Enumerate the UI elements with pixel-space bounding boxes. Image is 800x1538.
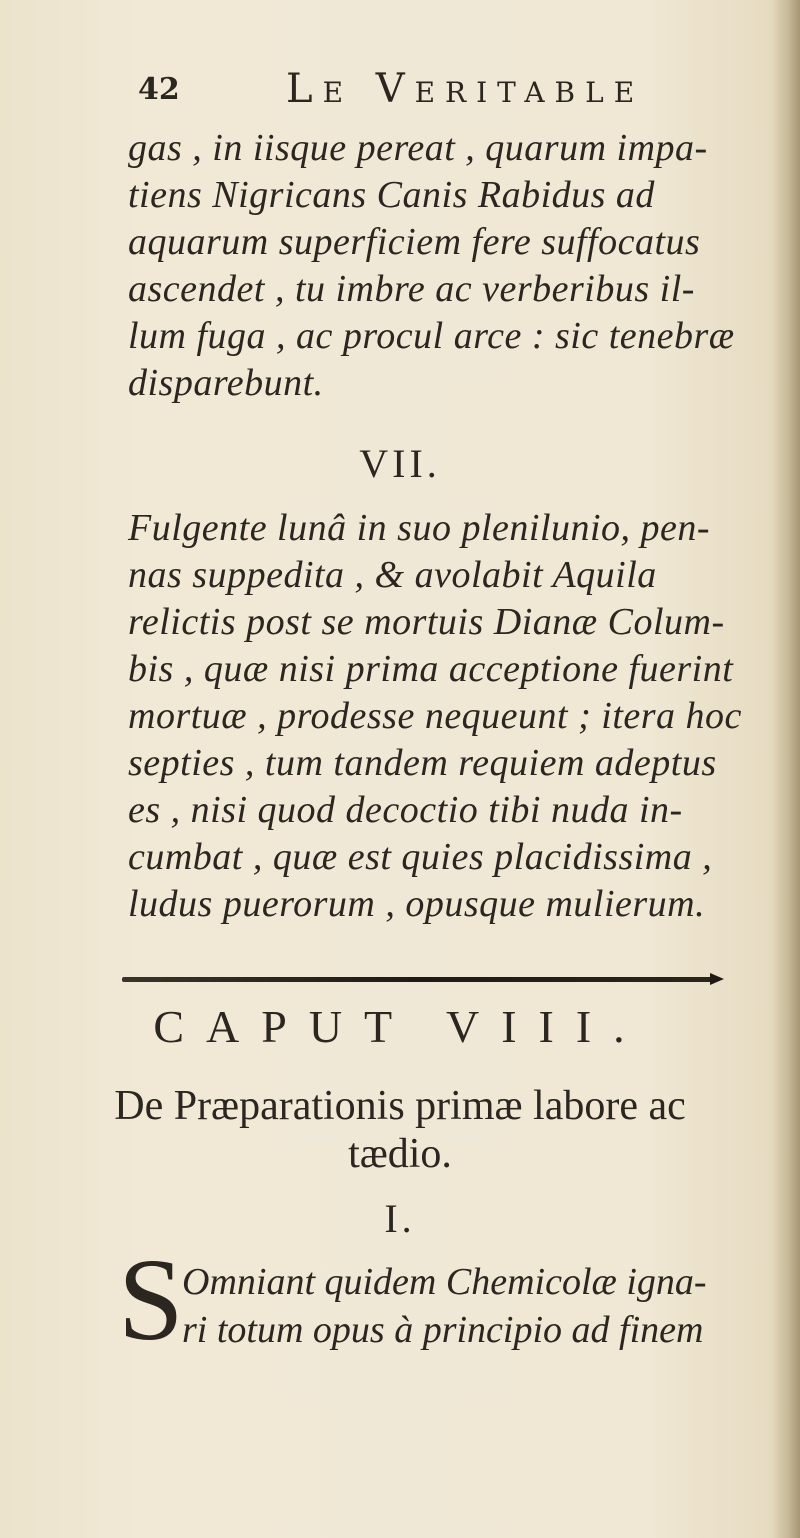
text-line: ri totum opus à principio ad finem (182, 1309, 704, 1351)
paragraph-two (128, 505, 768, 928)
text-line: gas , in iisque pereat , quarum impa- (128, 127, 708, 169)
text-line: lum fuga , ac procul arce : sic tenebræ (128, 315, 735, 357)
section-number-vii: VII. (359, 441, 441, 486)
section-number-i: I. (384, 1196, 416, 1241)
text-line: mortuæ , prodesse nequeunt ; itera hoc (128, 695, 742, 737)
drop-cap-initial: S (118, 1234, 184, 1365)
page-number: 42 (138, 72, 180, 107)
chapter-subtitle-line1: De Præparationis primæ labore ac (114, 1083, 686, 1129)
text-line: nas suppedita , & avolabit Aquila (128, 554, 657, 596)
final-paragraph (182, 1258, 782, 1354)
text-line: disparebunt. (128, 362, 324, 404)
text-line: ludus puerorum , opusque mulierum. (128, 883, 706, 925)
running-head (138, 66, 738, 112)
text-line: relictis post se mortuis Dianæ Colum- (128, 601, 725, 643)
text-line: ascendet , tu imbre ac verberibus il- (128, 268, 695, 310)
chapter-title: CAPUT VIII. (153, 1001, 647, 1052)
text-line: septies , tum tandem requiem adeptus (128, 742, 717, 784)
running-title: Le Veritable (286, 66, 645, 112)
text-line: Fulgente lunâ in suo plenilunio, pen- (128, 507, 711, 549)
paragraph-one (128, 125, 768, 407)
text-line: cumbat , quæ est quies placidissima , (128, 836, 713, 878)
text-line: Omniant quidem Chemicolæ igna- (182, 1261, 707, 1303)
text-line: bis , quæ nisi prima acceptione fuerint (128, 648, 734, 690)
text-line: es , nisi quod decoctio tibi nuda in- (128, 789, 683, 831)
chapter-subtitle-line2: tædio. (348, 1131, 452, 1177)
chapter-rule-divider (122, 977, 712, 982)
text-line: tiens Nigricans Canis Rabidus ad (128, 174, 655, 216)
text-line: aquarum superficiem fere suffocatus (128, 221, 701, 263)
